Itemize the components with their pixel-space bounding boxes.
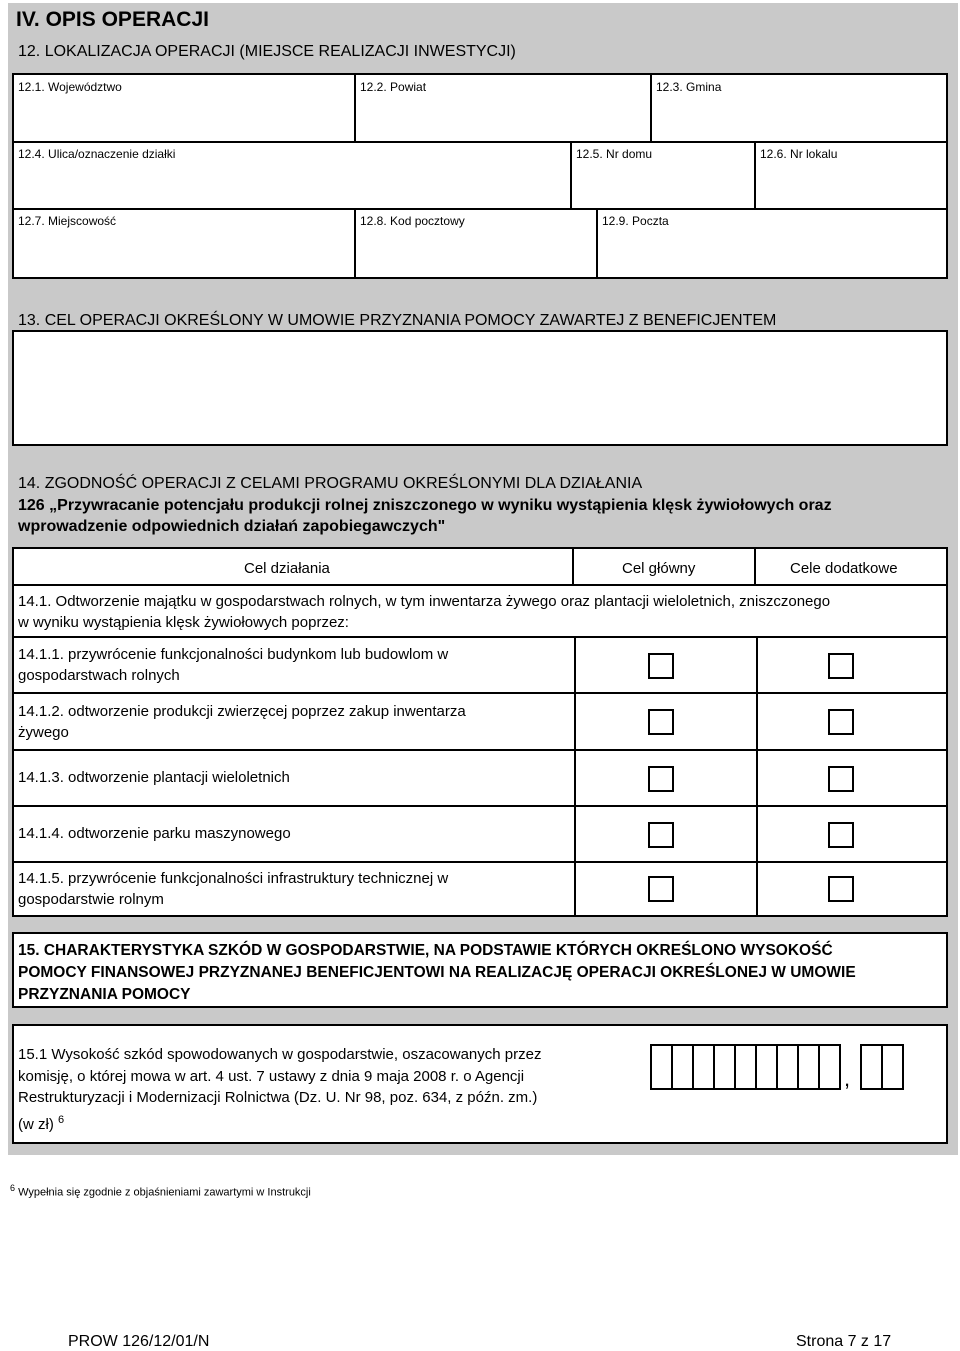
goal-row-text-line1: 14.1.1. przywrócenie funkcjonalności budynkom lub budowlom w xyxy=(18,646,449,663)
s13-title: 13. CEL OPERACJI OKREŚLONY W UMOWIE PRZYZNANIA POMOCY ZAWARTEJ Z BENEFICJENTEM xyxy=(18,312,777,329)
s15-item-line3: Restrukturyzacji i Modernizacji Rolnictwa (Dz. U. Nr 98, poz. 634, z późn. zm.) xyxy=(18,1089,538,1106)
apartment-number-label: 12.6. Nr lokalu xyxy=(760,147,838,161)
digit-box[interactable] xyxy=(755,1044,778,1090)
digit-box[interactable] xyxy=(734,1044,757,1090)
s14-goals-table xyxy=(12,547,948,917)
apartment-number-field[interactable] xyxy=(756,143,946,210)
s14-title-line1: 14. ZGODNOŚĆ OPERACJI Z CELAMI PROGRAMU OKREŚLONYMI DLA DZIAŁANIA xyxy=(18,475,643,492)
goal-row-text-line2: gospodarstwie rolnym xyxy=(18,891,164,908)
s12-title: 12. LOKALIZACJA OPERACJI (MIEJSCE REALIZACJI INWESTYCJI) xyxy=(18,43,516,60)
s15-item-line1: 15.1 Wysokość szkód spowodowanych w gospodarstwie, oszacowanych przez xyxy=(18,1046,542,1063)
footnote xyxy=(10,1183,311,1199)
commune-label: 12.3. Gmina xyxy=(656,80,722,94)
goal-row xyxy=(14,694,946,751)
digit-box[interactable] xyxy=(797,1044,820,1090)
form-code: PROW 126/12/01/N xyxy=(68,1333,210,1350)
main-goal-checkbox[interactable] xyxy=(648,876,674,902)
col-extra-header xyxy=(756,549,946,586)
section-title: IV. OPIS OPERACJI xyxy=(16,8,209,31)
col-main-header xyxy=(574,549,756,586)
operation-goal-field[interactable] xyxy=(12,330,948,446)
digit-box[interactable] xyxy=(776,1044,799,1090)
decimal-digit-box[interactable] xyxy=(881,1044,904,1090)
house-number-field[interactable] xyxy=(572,143,756,210)
main-goal-checkbox[interactable] xyxy=(648,766,674,792)
post-office-label: 12.9. Poczta xyxy=(602,214,669,228)
col-extra-label: Cele dodatkowe xyxy=(790,560,898,577)
footnote-ref: 6 xyxy=(58,1114,65,1126)
s15-item-line4 xyxy=(18,1114,64,1133)
s15-unit: (w zł) xyxy=(18,1116,54,1133)
main-goal-checkbox[interactable] xyxy=(648,709,674,735)
locality-field[interactable] xyxy=(14,210,356,277)
county-label: 12.2. Powiat xyxy=(360,80,427,94)
digit-box[interactable] xyxy=(692,1044,715,1090)
digit-box[interactable] xyxy=(818,1044,841,1090)
page-number: Strona 7 z 17 xyxy=(796,1333,892,1350)
goal-row-text-line2: żywego xyxy=(18,724,69,741)
goal-row-text-line1: 14.1.5. przywrócenie funkcjonalności infrastruktury technicznej w xyxy=(18,870,449,887)
digit-box[interactable] xyxy=(650,1044,673,1090)
col-action-header xyxy=(14,549,574,586)
s15-item-line2: komisję, o której mowa w art. 4 ust. 7 ustawy z dnia 9 maja 2008 r. o Agencji xyxy=(18,1068,525,1085)
s15-header xyxy=(12,932,948,1008)
extra-goal-checkbox[interactable] xyxy=(828,653,854,679)
s14-intro-row xyxy=(14,586,946,638)
footnote-number: 6 xyxy=(10,1183,16,1193)
goal-row xyxy=(14,863,946,915)
goal-row-text-line1: 14.1.3. odtworzenie plantacji wieloletnich xyxy=(18,769,290,786)
postal-code-field[interactable] xyxy=(356,210,598,277)
county-field[interactable] xyxy=(356,75,652,143)
postal-code-label: 12.8. Kod pocztowy xyxy=(360,214,465,228)
main-goal-checkbox[interactable] xyxy=(648,653,674,679)
s15-title-line2: POMOCY FINANSOWEJ PRZYZNANEJ BENEFICJENTOWI NA REALIZACJĘ OPERACJI OKREŚLONEJ W UMOWIE xyxy=(18,964,856,981)
s14-intro-line1: 14.1. Odtworzenie majątku w gospodarstwach rolnych, w tym inwentarza żywego oraz plantacji wieloletnich, zniszczonego xyxy=(18,593,831,610)
digit-box[interactable] xyxy=(671,1044,694,1090)
s15-damage-row xyxy=(12,1024,948,1144)
voivodeship-label: 12.1. Województwo xyxy=(18,80,122,94)
goal-row-text-line1: 14.1.4. odtworzenie parku maszynowego xyxy=(18,825,291,842)
street-field[interactable] xyxy=(14,143,572,210)
goal-row xyxy=(14,751,946,807)
main-goal-checkbox[interactable] xyxy=(648,822,674,848)
digit-box[interactable] xyxy=(713,1044,736,1090)
s12-location-grid xyxy=(12,73,948,279)
goal-row-text-line2: gospodarstwach rolnych xyxy=(18,667,180,684)
extra-goal-checkbox[interactable] xyxy=(828,709,854,735)
s14-title-line3: wprowadzenie odpowiednich działań zapobiegawczych" xyxy=(18,518,446,535)
decimal-separator: , xyxy=(844,1066,851,1091)
goal-row xyxy=(14,638,946,694)
s14-intro-line2: w wyniku wystąpienia klęsk żywiołowych poprzez: xyxy=(18,614,349,631)
extra-goal-checkbox[interactable] xyxy=(828,876,854,902)
commune-field[interactable] xyxy=(652,75,946,143)
locality-label: 12.7. Miejscowość xyxy=(18,214,117,228)
extra-goal-checkbox[interactable] xyxy=(828,766,854,792)
col-action-label: Cel działania xyxy=(244,560,330,577)
footnote-text: Wypełnia się zgodnie z objaśnieniami zawartymi w Instrukcji xyxy=(18,1186,311,1199)
decimal-digit-box[interactable] xyxy=(860,1044,883,1090)
voivodeship-field[interactable] xyxy=(14,75,356,143)
s15-title-line3: PRZYZNANIA POMOCY xyxy=(18,986,191,1003)
street-label: 12.4. Ulica/oznaczenie działki xyxy=(18,147,176,161)
extra-goal-checkbox[interactable] xyxy=(828,822,854,848)
goal-row-text-line1: 14.1.2. odtworzenie produkcji zwierzęcej poprzez zakup inwentarza xyxy=(18,703,466,720)
goal-row xyxy=(14,807,946,863)
s14-title-line2: 126 „Przywracanie potencjału produkcji rolnej zniszczonego w wyniku wystąpienia klęsk żywiołowych oraz xyxy=(18,497,832,514)
col-main-label: Cel główny xyxy=(622,560,696,577)
post-office-field[interactable] xyxy=(598,210,946,277)
house-number-label: 12.5. Nr domu xyxy=(576,147,653,161)
s15-title-line1: 15. CHARAKTERYSTYKA SZKÓD W GOSPODARSTWIE, NA PODSTAWIE KTÓRYCH OKREŚLONO WYSOKOŚĆ xyxy=(18,942,833,959)
